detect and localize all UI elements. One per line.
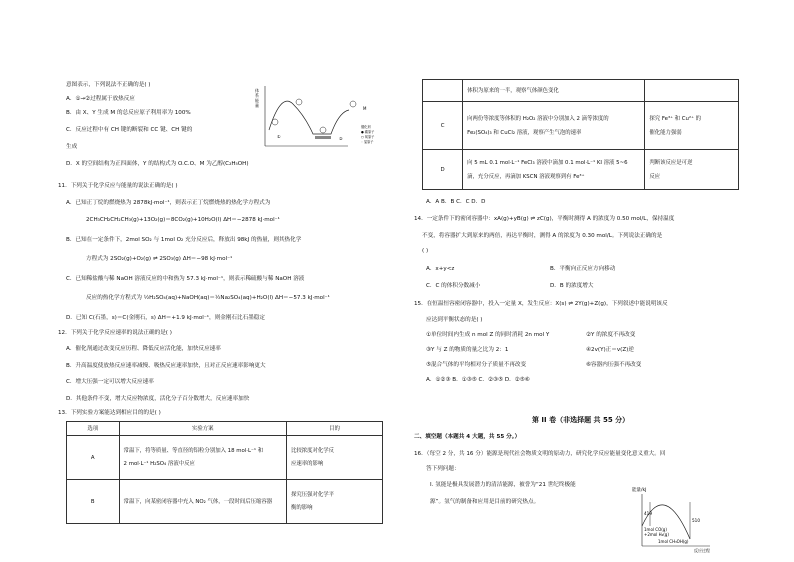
row-plan-line: 常温下，向某密闭容器中充入 NO₂ 气体，一段时间后压缩容器 [123,498,273,505]
fill-in-heading: 二、填空题（本题共 4 大题，共 55 分。） [414,434,521,440]
q13-table [66,421,383,524]
table-row [423,102,739,150]
q11-option-a-eq: 2CH₃CH₂CH₂CH₃(g)+13O₂(g)＝8CO₂(g)+10H₂O(l) ΔH＝−2878 kJ·mol⁻¹ [86,217,280,223]
q10-option-c: C．反应过程中有 CH 键的断裂和 CC 键、CH 键的 [66,127,193,133]
row-plan-line: 2 mol·L⁻¹ H₂SO₄ 溶液中反应 [123,461,195,467]
q15-item-6: ⑥容器内压强不再改变 [586,362,642,368]
q10-stem: 意图表示，下列说法不正确的是( ) [66,82,151,88]
row-plan [119,480,286,524]
q14-option-b: B．平衡向正反应方向移动 [550,266,616,272]
q15-stem-2: 应达到平衡状态的是( ) [426,317,483,323]
q11-option-b: B．已知在一定条件下，2mol SO₂ 与 1mol O₂ 充分反应后，释放出 98kJ 的热量，则其热化学 [66,237,302,243]
row-option: B [67,480,120,524]
molecule-icon [272,119,278,125]
row-aim-line: 催化能力强弱 [649,129,682,136]
row-plan-line: 常温下，将等质量、等直径的铝粒分别加入 18 mol·L⁻¹ 和 [123,448,264,454]
row-aim [286,436,382,480]
q16-stem-2: 答下列问题： [426,466,460,472]
energy-diagram-figure [630,484,726,554]
table-header-row [67,422,383,436]
table-row [67,436,383,480]
row-option: A [67,436,120,480]
q12-option-c: C．增大压强一定可以增大反应速率 [66,379,154,385]
q14-stem-3: ( ) [422,248,429,254]
fig1-ylabel: 体系能量 [255,88,259,108]
q15-item-5: ⑤混合气体的平均相对分子质量不再改变 [426,362,527,368]
row-plan [463,102,645,150]
row-aim-line: 探究 Fe³⁺ 和 Cu²⁺ 的 [649,115,702,122]
q10-option-b: B．由 X、Y 生成 M 的总反应原子利用率为 100% [66,110,191,116]
row-option: C [423,102,463,150]
row-plan [119,436,286,480]
q16-stem-1: 16．（每空 2 分，共 16 分）能源是现代社会物质文明的原动力，研究化学反应能量变化意义重大。回 [414,451,666,457]
table-row [423,80,739,102]
fig2-ylabel: 能量/kJ [632,488,647,493]
q14-option-c: C．C 的体积分数减小 [426,283,481,289]
row-aim-line: 比较浓度对化学反 [290,448,335,454]
row-option [423,80,463,102]
fig2-state-1: 1mol CO(g) [644,527,667,532]
fig1-legend-1: ● 碳原子 [361,130,375,134]
row-aim-line: 应速率的影响 [290,461,324,467]
fig2-value-510: 510 [692,518,700,523]
q11-option-b-eq: 方程式为 2SO₂(g)+O₂(g) ⇌ 2SO₃(g) ΔH＝−98 kJ·mol⁻¹ [86,256,233,262]
section-title: 第 II 卷（非选择题 共 55 分） [532,416,630,424]
q13-answer-options: A．A B．B C．C D．D [426,199,486,205]
catalyst-surface [315,136,331,139]
fig1-label-1: ① [277,134,281,139]
energy-mechanism-figure [253,82,386,152]
q11-option-c-eq: 反应的热化学方程式为 ½H₂SO₄(aq)+NaOH(aq)＝½Na₂SO₄(aq)+H₂O(l) ΔH＝−57.3 kJ·mol⁻¹ [86,295,330,301]
q12-option-b: B．升高温度使放热反应速率减慢、吸热反应速率加快，且对正反应速率影响更大 [66,363,266,369]
fig1-label-m: M [363,106,367,111]
q10-option-c-cont: 生成 [66,144,78,150]
fig2-xlabel: 反应过程 [694,548,710,553]
header-aim: 目的 [286,422,382,436]
left-column [58,0,386,562]
row-plan-line: 向 5 mL 0.1 mol·L⁻¹ FeCl₃ 溶液中滴加 0.1 mol·L⁻¹ KI 溶液 5~6 [467,159,628,166]
q13-stem: 13．下列实验方案能达到相应目的的是( ) [58,410,161,416]
q15-answer-options: A．①②③ B．①③⑤ C．②③⑤ D．②⑤⑥ [426,377,530,383]
fig2-state-2: +2mol H₂(g) [644,532,669,537]
row-aim-line: 反应 [649,173,661,180]
fig2-value-419: 419 [644,511,652,516]
row-aim [645,102,739,150]
fig1-legend-0: 催化剂 [361,125,371,129]
q12-option-d: D．其他条件不变，增大反应物浓度，活化分子百分数增大，反应速率加快 [66,396,250,402]
fig2-state-3: 1mol CH₃OH(g) [658,539,689,544]
q11-stem: 11．下列关于化学反应与能量的说法正确的是( ) [58,183,178,189]
table-row [67,480,383,524]
molecule-icon [320,127,326,133]
row-plan: 体积为原来的一半，观察气体颜色变化 [463,80,645,102]
fig1-legend-3: ◦ 氢原子 [361,140,374,144]
header-option: 选项 [67,422,120,436]
row-aim [645,150,739,190]
q15-stem-1: 15．在恒温恒容密闭容器中，投入一定量 X，发生反应：X(s) ⇌ 2Y(g)+Z(g)，下列叙述中能说明该反 [414,301,668,307]
q15-item-4: ④2v(Y)正＝v(Z)逆 [586,347,634,353]
row-aim-line: 衡的影响 [290,505,313,511]
table-row [423,150,739,190]
molecule-icon [296,99,302,105]
row-aim [645,80,739,102]
row-plan-line: 向两份等浓度等体积的 H₂O₂ 溶液中分别加入 2 滴等浓度的 [467,115,609,122]
row-plan [463,150,645,190]
q16-part-1-line-1: Ⅰ. 氢能是极具发展潜力的清洁能源，被誉为“21 世纪终极能 [430,482,576,488]
q11-option-c: C．已知稀盐酸与稀 NaOH 溶液反应的中和热为 57.3 kJ·mol⁻¹，则表示稀硫酸与稀 NaOH 溶液 [66,276,305,282]
q10-option-d: D．X 的空间结构为正四面体，Y 的结构式为 O.C.O、M 为乙醇(C₂H₅OH) [66,161,249,167]
q15-item-2: ②Y 的浓度不再改变 [586,332,636,338]
q15-item-3: ③Y 与 Z 的物质的量之比为 2：1 [426,347,509,353]
row-aim-line: 判断该反应是可逆 [649,159,693,166]
molecule-icon [350,101,356,107]
q11-option-d: D．已知 C(石墨，s)＝C(金刚石，s) ΔH＝+1.9 kJ·mol⁻¹，则金刚石比石墨稳定 [66,315,265,321]
row-option: D [423,150,463,190]
q14-option-d: D．B 的浓度增大 [550,283,594,289]
q11-option-a: A．已知正丁烷的燃烧热为 2878kJ·mol⁻¹，则表示正丁烷燃烧热的热化学方程式为 [66,200,271,206]
q13-table-continued [422,79,739,190]
row-aim [286,480,382,524]
q10-option-a: A．①→②过程属于放热反应 [66,96,135,102]
q16-part-1-line-2: 源”。氢气的制备和应用是目前的研究热点。 [430,499,540,505]
q14-stem-2: 不变，将容器扩大到原来的两倍，再达平衡时，测得 A 的浓度为 0.30 mol/L。下列说法正确的是 [422,233,663,239]
right-column [414,0,740,562]
q12-stem: 12．下列关于化学反应速率的说法正确的是( ) [58,330,172,336]
row-plan-line: Fe₂(SO₄)₃ 和 CuCl₂ 溶液，观察产生气泡的速率 [467,129,582,136]
q14-stem-1: 14．一定条件下的密闭容器中：xA(g)+yB(g) ⇌ zC(g)，平衡时测得 A 的浓度为 0.50 mol/L，保持温度 [414,216,675,222]
fig1-legend-2: ○ 氧原子 [361,135,375,139]
row-plan-line: 滴，充分反应，再滴加 KSCN 溶液观察到有 Fe³⁺ [467,173,585,180]
fig1-label-2: ② [339,136,343,141]
q12-option-a: A．催化剂通过改变反应历程、降低反应活化能，加快反应速率 [66,346,221,352]
row-aim-line: 探究压强对化学平 [290,492,335,498]
q15-item-1: ①单位时间内生成 n mol Z 的同时消耗 2n mol Y [426,332,550,338]
q14-option-a: A．x+y<z [426,266,455,272]
header-plan: 实验方案 [119,422,286,436]
